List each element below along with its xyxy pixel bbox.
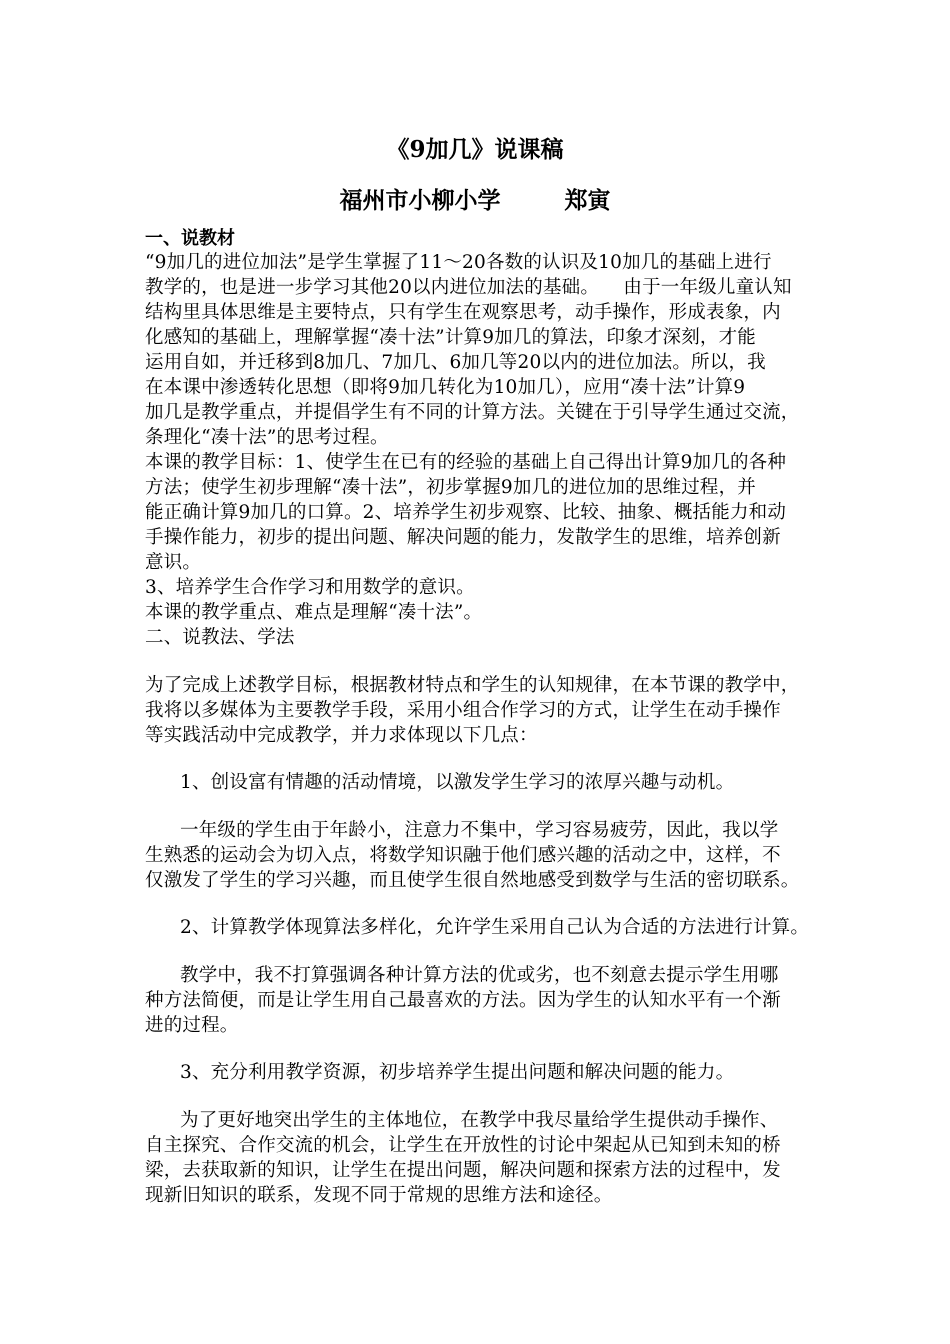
- text-line: 能正确计算9加几的口算。2、培养学生初步观察、比较、抽象、概括能力和动: [145, 502, 787, 523]
- text-line: 现新旧知识的联系，发现不同于常规的思维方法和途径。: [145, 1185, 613, 1206]
- text-line: 梁，去获取新的知识，让学生在提出问题，解决问题和探索方法的过程中，发: [145, 1160, 781, 1181]
- text-line: 为了完成上述教学目标，根据教材特点和学生的认知规律，在本节课的教学中，: [145, 675, 800, 696]
- text-line: 运用自如，并迁移到8加几、7加几、6加几等20以内的进位加法。所以，我: [145, 352, 766, 373]
- text-line: 进的过程。: [145, 1015, 239, 1036]
- author-line: 福州市小柳小学 郑寅: [339, 187, 611, 214]
- text-line: 3、培养学生合作学习和用数学的意识。: [145, 577, 475, 598]
- point-heading: 2、计算教学体现算法多样化，允许学生采用自己认为合适的方法进行计算。: [180, 917, 810, 938]
- text-line: 意识。: [145, 552, 202, 573]
- text-line: 为了更好地突出学生的主体地位，在教学中我尽量给学生提供动手操作、: [180, 1110, 779, 1131]
- text-line: 我将以多媒体为主要教学手段，采用小组合作学习的方式，让学生在动手操作: [145, 700, 781, 721]
- text-line: “9加几的进位加法”是学生掌握了11～20各数的认识及10加几的基础上进行: [145, 252, 772, 273]
- section-heading-textbook: 一、说教材: [145, 228, 235, 249]
- point-heading: 3、充分利用教学资源，初步培养学生提出问题和解决问题的能力。: [180, 1062, 735, 1083]
- text-line: 方法；使学生初步理解“凑十法”，初步掌握9加几的进位加的思维过程，并: [145, 477, 756, 498]
- document-title: 《9加几》说课稿: [386, 136, 564, 163]
- text-line: 手操作能力，初步的提出问题、解决问题的能力，发散学生的思维，培养创新: [145, 527, 781, 548]
- text-line: 教学中，我不打算强调各种计算方法的优或劣，也不刻意去提示学生用哪: [180, 965, 779, 986]
- text-line: 结构里具体思维是主要特点，只有学生在观察思考，动手操作，形成表象，内: [145, 302, 781, 323]
- text-line: 仅激发了学生的学习兴趣，而且使学生很自然地感受到数学与生活的密切联系。: [145, 870, 800, 891]
- text-line: 条理化“凑十法”的思考过程。: [145, 427, 389, 448]
- section-heading-methods: 二、说教法、学法: [145, 627, 295, 648]
- text-line: 自主探究、合作交流的机会，让学生在开放性的讨论中架起从已知到未知的桥: [145, 1135, 781, 1156]
- point-heading: 1、创设富有情趣的活动情境，以激发学生学习的浓厚兴趣与动机。: [180, 772, 735, 793]
- text-line: 生熟悉的运动会为切入点，将数学知识融于他们感兴趣的活动之中，这样，不: [145, 845, 781, 866]
- text-line: 一年级的学生由于年龄小，注意力不集中，学习容易疲劳，因此，我以学: [180, 820, 779, 841]
- text-line: 本课的教学重点、难点是理解“凑十法”。: [145, 602, 483, 623]
- text-line: 等实践活动中完成教学，并力求体现以下几点：: [145, 725, 538, 746]
- text-line: 化感知的基础上，理解掌握“凑十法”计算9加几的算法，印象才深刻，才能: [145, 327, 756, 348]
- text-line: 本课的教学目标：1、使学生在已有的经验的基础上自己得出计算9加几的各种: [145, 452, 787, 473]
- text-line: 加几是教学重点，并提倡学生有不同的计算方法。关键在于引导学生通过交流，: [145, 402, 800, 423]
- text-line: 教学的，也是进一步学习其他20以内进位加法的基础。 由于一年级儿童认知: [145, 277, 792, 298]
- text-line: 种方法简便，而是让学生用自己最喜欢的方法。因为学生的认知水平有一个渐: [145, 990, 781, 1011]
- text-line: 在本课中渗透转化思想（即将9加几转化为10加几），应用“凑十法”计算9: [145, 377, 746, 398]
